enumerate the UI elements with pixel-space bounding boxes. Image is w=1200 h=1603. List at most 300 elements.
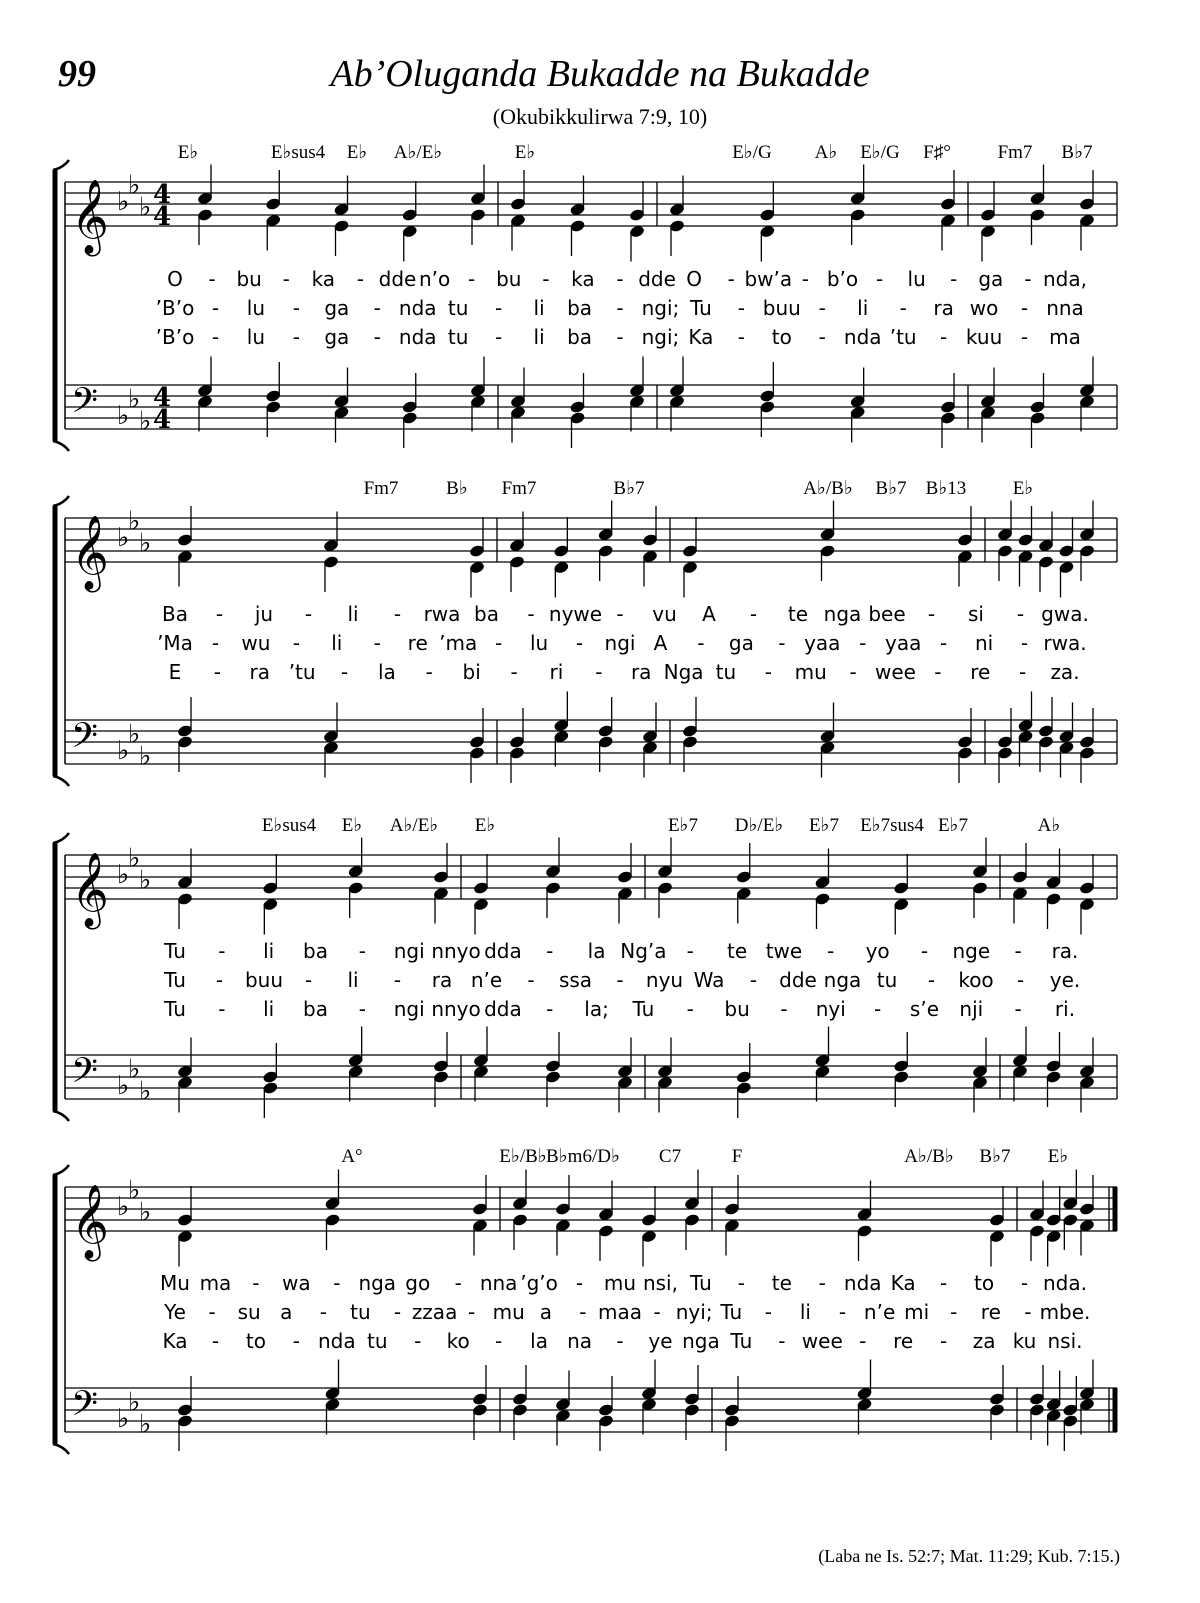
lyric-syllable: -	[749, 602, 758, 626]
lyric-syllable: -	[546, 939, 554, 963]
lyric-syllable: -	[495, 296, 503, 320]
lyric-syllable: -	[818, 325, 826, 349]
lyric-syllable: -	[749, 968, 758, 992]
flat-icon: ♭	[117, 1404, 130, 1434]
lyric-syllable: -	[211, 325, 220, 349]
lyric-syllable: Tu	[164, 968, 186, 992]
flat-icon: ♭	[139, 1076, 152, 1107]
lyric-syllable: tu	[447, 296, 469, 320]
lyric-syllable: ma	[199, 1271, 232, 1295]
lyric-syllable: -	[927, 602, 936, 626]
chord-symbol: E♭7	[937, 815, 969, 836]
lyric-syllable: ju	[254, 602, 274, 626]
lyric-syllable: tu	[876, 968, 898, 992]
lyric-syllable: ngi;	[641, 325, 680, 349]
flat-icon: ♭	[139, 741, 152, 772]
bracket-hook-top	[53, 833, 69, 843]
lyric-syllable: nyi	[815, 997, 846, 1021]
lyric-syllable: -	[1016, 602, 1025, 626]
chord-symbol: A°	[341, 1146, 363, 1167]
lyric-syllable: buu	[244, 968, 284, 992]
lyric-syllable: koo	[958, 968, 994, 992]
lyric-syllable: zzaa	[411, 1300, 458, 1324]
lyric-syllable: la	[530, 1329, 548, 1353]
bracket-hook-bottom	[53, 776, 69, 786]
lyric-syllable: s’e	[909, 997, 940, 1021]
lyric-syllable: -	[616, 1329, 624, 1353]
flat-icon: ♭	[128, 1175, 141, 1206]
lyric-syllable: ka	[571, 267, 595, 291]
lyric-syllable: ngi	[604, 631, 636, 655]
lyric-syllable: nda	[398, 296, 437, 320]
lyric-syllable: Tu	[689, 296, 712, 320]
lyric-syllable: -	[827, 939, 835, 963]
lyric-syllable: nge	[952, 939, 991, 963]
chord-symbol: A♭/B♭	[803, 478, 853, 499]
chord-symbol: B♭7	[613, 478, 645, 499]
lyric-syllable: lu	[246, 325, 266, 349]
lyric-syllable: -	[934, 660, 942, 684]
lyric-syllable: Tu	[632, 997, 655, 1021]
lyric-syllable: ga	[728, 631, 754, 655]
lyric-syllable: ma	[1049, 325, 1081, 349]
lyric-syllable: nyu	[645, 968, 684, 992]
flat-icon: ♭	[128, 719, 141, 750]
lyric-syllable: -	[875, 267, 884, 291]
lyric-syllable: -	[211, 631, 220, 655]
flat-icon: ♭	[128, 1387, 141, 1418]
flat-icon: ♭	[117, 1192, 130, 1222]
lyric-syllable: -	[292, 1329, 300, 1353]
lyric-syllable: Tu	[689, 1271, 712, 1295]
lyric-syllable: dde	[378, 267, 417, 291]
chord-symbol: E♭7sus4	[860, 815, 924, 836]
lyric-syllable: -	[542, 267, 550, 291]
lyric-syllable: re	[893, 1329, 914, 1353]
lyric-syllable: ri	[549, 660, 564, 684]
chord-symbol: E♭	[1047, 1146, 1069, 1167]
lyric-syllable: O	[167, 267, 183, 291]
lyric-syllable: -	[727, 267, 735, 291]
chord-symbol: E♭/G	[732, 142, 772, 163]
lyric-syllable: -	[1020, 631, 1029, 655]
lyric-syllable: -	[838, 1300, 847, 1324]
lyric-syllable: -	[778, 631, 786, 655]
lyric-syllable: -	[859, 1329, 867, 1353]
lyric-syllable: ba	[303, 939, 329, 963]
lyric-syllable: -	[495, 325, 503, 349]
lyric-syllable: mu	[794, 660, 827, 684]
lyric-syllable: buu	[762, 296, 801, 320]
lyric-syllable: -	[211, 296, 220, 320]
lyric-syllable: lu	[529, 631, 549, 655]
lyric-syllable: ’tu	[288, 660, 316, 684]
lyric-syllable: -	[282, 267, 290, 291]
lyric-syllable: te	[771, 1271, 792, 1295]
lyric-syllable: -	[950, 1300, 958, 1324]
lyric-syllable: -	[215, 968, 224, 992]
lyric-syllable: re	[980, 1300, 1001, 1324]
lyric-syllable: -	[527, 968, 535, 992]
lyric-syllable: nywe	[548, 602, 603, 626]
lyric-syllable: ngi	[393, 939, 425, 963]
lyric-syllable: a	[280, 1300, 293, 1324]
lyric-syllable: nsi,	[642, 1271, 678, 1295]
lyric-syllable: -	[940, 1271, 948, 1295]
lyric-syllable: -	[737, 296, 745, 320]
lyric-syllable: wo	[969, 296, 999, 320]
lyric-syllable: -	[653, 1300, 661, 1324]
chord-symbol: E♭	[514, 142, 536, 163]
bass-clef-icon: 𝄢	[71, 1383, 99, 1432]
lyric-syllable: nyi;	[675, 1300, 713, 1324]
lyric-syllable: nga	[682, 1329, 720, 1353]
lyric-syllable: -	[764, 660, 772, 684]
lyric-syllable: O	[686, 267, 703, 291]
flat-icon: ♭	[139, 865, 152, 896]
lyric-syllable: wee	[801, 1329, 843, 1353]
lyric-syllable: E	[168, 660, 182, 684]
lyric-syllable: -	[920, 939, 929, 963]
lyric-syllable: -	[1019, 660, 1027, 684]
lyric-syllable: bu	[724, 997, 750, 1021]
lyric-syllable: Nga	[663, 660, 704, 684]
lyric-syllable: tu	[715, 660, 737, 684]
lyric-syllable: ba	[303, 997, 329, 1021]
lyric-syllable: yaa	[885, 631, 922, 655]
lyric-syllable: ye.	[1049, 968, 1081, 992]
lyric-syllable: -	[414, 1329, 422, 1353]
lyric-syllable: nga	[823, 968, 862, 992]
lyric-syllable: ’ma	[439, 631, 478, 655]
lyric-syllable: -	[213, 660, 221, 684]
lyric-syllable: -	[510, 660, 518, 684]
lyric-syllable: b’o	[826, 267, 859, 291]
chord-symbol: F♯°	[923, 142, 951, 163]
lyric-syllable: la	[377, 660, 396, 684]
lyric-syllable: -	[358, 939, 366, 963]
chord-symbol: B♭7	[875, 478, 907, 499]
chord-symbol: E♭	[341, 815, 363, 836]
lyric-syllable: -	[927, 968, 936, 992]
lyric-syllable: ’B’o	[155, 296, 195, 320]
lyric-syllable: -	[373, 296, 381, 320]
lyric-syllable: Wa	[693, 968, 725, 992]
lyric-syllable: Tu	[164, 939, 186, 963]
lyric-syllable: -	[292, 325, 300, 349]
lyric-syllable: la	[587, 939, 606, 963]
flat-icon: ♭	[128, 170, 141, 201]
lyric-syllable: Tu	[720, 1300, 743, 1324]
lyric-syllable: -	[333, 1271, 341, 1295]
lyric-syllable: n’o	[418, 267, 451, 291]
lyric-syllable: kuu	[965, 325, 1003, 349]
lyric-syllable: ba	[474, 602, 499, 626]
lyric-syllable: ’tu	[889, 325, 917, 349]
lyric-syllable: to	[974, 1271, 995, 1295]
lyric-syllable: dde	[638, 267, 676, 291]
lyric-syllable: ko	[446, 1329, 470, 1353]
lyric-syllable: su	[237, 1300, 261, 1324]
lyric-syllable: ra	[630, 660, 652, 684]
chord-symbol: E♭/B♭	[499, 1146, 547, 1167]
lyric-syllable: tu	[367, 1329, 388, 1353]
lyric-syllable: -	[874, 997, 882, 1021]
treble-clef-icon: 𝄞	[71, 853, 109, 927]
lyric-syllable: li	[533, 296, 545, 320]
lyric-syllable: ngi;	[641, 296, 680, 320]
lyric-syllable: yaa	[804, 631, 841, 655]
lyric-syllable: -	[616, 325, 624, 349]
lyric-syllable: -	[1024, 267, 1032, 291]
lyric-syllable: ssa	[558, 968, 593, 992]
lyric-syllable: to	[771, 325, 792, 349]
chord-symbol: B♭13	[925, 478, 967, 499]
flat-icon: ♭	[128, 1054, 141, 1085]
lyric-syllable: mi	[904, 1300, 930, 1324]
lyric-syllable: to	[245, 1329, 266, 1353]
lyric-syllable: -	[1014, 997, 1022, 1021]
lyric-syllable: bi	[462, 660, 481, 684]
lyric-syllable: nda	[398, 325, 437, 349]
lyric-syllable: -	[211, 1329, 220, 1353]
lyric-syllable: -	[616, 602, 624, 626]
lyric-syllable: -	[319, 1300, 327, 1324]
lyric-syllable: -	[616, 296, 624, 320]
lyric-syllable: ga	[324, 325, 350, 349]
chord-symbol: B♭7	[1061, 142, 1093, 163]
lyric-syllable: go	[405, 1271, 431, 1295]
lyric-syllable: tu	[350, 1300, 371, 1324]
lyric-syllable: -	[373, 325, 381, 349]
chord-symbol: E♭	[346, 142, 368, 163]
lyric-syllable: -	[575, 1271, 584, 1295]
lyric-syllable: -	[468, 1300, 476, 1324]
bass-clef-icon: 𝄢	[71, 380, 99, 429]
lyric-syllable: nnyo	[431, 997, 481, 1021]
chord-symbol: E♭	[1012, 478, 1034, 499]
lyric-syllable: ri.	[1054, 997, 1076, 1021]
lyric-syllable: nna	[479, 1271, 518, 1295]
treble-clef-icon: 𝄞	[71, 180, 109, 254]
chord-symbol: E♭sus4	[270, 142, 326, 163]
lyric-syllable: -	[737, 325, 745, 349]
lyric-syllable: -	[818, 296, 826, 320]
lyric-syllable: li	[857, 296, 869, 320]
lyric-syllable: -	[304, 602, 313, 626]
lyric-syllable: nda	[317, 1329, 356, 1353]
lyric-syllable: nda,	[1043, 267, 1087, 291]
lyric-syllable: Ng’a	[620, 939, 667, 963]
bass-clef-icon: 𝄢	[71, 715, 99, 764]
lyric-syllable: n’e	[863, 1300, 896, 1324]
lyric-syllable: Ba	[162, 602, 188, 626]
lyric-syllable: ra	[933, 296, 954, 320]
lyric-syllable: -	[1016, 968, 1025, 992]
lyric-syllable: -	[218, 997, 226, 1021]
lyric-syllable: -	[495, 631, 503, 655]
flat-icon: ♭	[117, 401, 130, 431]
flat-icon: ♭	[128, 384, 141, 415]
lyric-syllable: A	[702, 602, 716, 626]
chord-symbol: E♭7	[808, 815, 840, 836]
lyric-syllable: ra.	[1051, 939, 1079, 963]
flat-icon: ♭	[117, 187, 130, 217]
lyric-syllable: lu	[246, 296, 266, 320]
flat-icon: ♭	[128, 843, 141, 874]
lyric-syllable: twe	[765, 939, 803, 963]
chord-symbol: Fm7	[501, 478, 537, 499]
lyric-syllable: -	[495, 1329, 503, 1353]
lyric-syllable: li	[331, 631, 343, 655]
time-signature-numerator: 4	[153, 180, 172, 210]
lyric-syllable: -	[579, 1300, 587, 1324]
lyric-syllable: li	[263, 997, 275, 1021]
lyric-syllable: a	[539, 1300, 552, 1324]
lyric-syllable: ba	[567, 296, 593, 320]
lyric-syllable: -	[616, 968, 624, 992]
lyric-syllable: -	[899, 296, 907, 320]
lyric-syllable: -	[527, 602, 535, 626]
chord-symbol: E♭	[177, 142, 199, 163]
chord-symbol: E♭7	[667, 815, 699, 836]
lyric-syllable: -	[940, 631, 948, 655]
time-signature-denominator: 4	[153, 405, 172, 435]
lyric-syllable: -	[616, 267, 624, 291]
lyric-syllable: ka	[311, 267, 336, 291]
bracket-hook-bottom	[53, 1444, 69, 1454]
lyric-syllable: -	[454, 1271, 462, 1295]
lyric-syllable: ba	[567, 325, 593, 349]
lyric-syllable: -	[393, 602, 402, 626]
treble-clef-icon: 𝄞	[71, 516, 109, 590]
flat-icon: ♭	[139, 192, 152, 223]
lyric-syllable: ni	[974, 631, 994, 655]
chord-symbol: B♭7	[979, 1146, 1011, 1167]
bracket-hook-bottom	[53, 1111, 69, 1121]
lyric-syllable: -	[208, 267, 216, 291]
lyric-syllable: ga	[978, 267, 1004, 291]
lyric-syllable: nda	[843, 1271, 882, 1295]
lyric-syllable: Ye	[164, 1300, 186, 1324]
lyric-syllable: -	[940, 1329, 948, 1353]
lyric-syllable: Ka	[890, 1271, 916, 1295]
lyric-syllable: dda	[484, 997, 522, 1021]
lyric-syllable: maa	[598, 1300, 642, 1324]
lyric-syllable: -	[697, 631, 705, 655]
chord-symbol: D♭/E♭	[734, 815, 784, 836]
lyric-syllable: li	[799, 1300, 811, 1324]
lyric-syllable: -	[1020, 1271, 1029, 1295]
lyric-syllable: -	[468, 267, 476, 291]
flat-icon: ♭	[117, 523, 130, 553]
chord-symbol: B♭	[446, 478, 468, 499]
flat-icon: ♭	[117, 1071, 130, 1101]
lyric-syllable: mu	[603, 1271, 637, 1295]
lyric-syllable: si	[968, 602, 984, 626]
lyric-syllable: -	[356, 267, 365, 291]
chord-symbol: A♭/E♭	[389, 815, 439, 836]
lyric-syllable: n’e	[470, 968, 503, 992]
lyric-syllable: li	[263, 939, 275, 963]
lyric-syllable: -	[575, 631, 584, 655]
chord-symbol: E♭	[474, 815, 496, 836]
chord-symbol: Fm7	[363, 478, 399, 499]
lyric-syllable: yo	[865, 939, 890, 963]
lyric-syllable: -	[778, 1329, 786, 1353]
treble-clef-icon: 𝄞	[71, 1185, 109, 1259]
lyric-syllable: ’g’o	[520, 1271, 558, 1295]
bracket-hook-bottom	[53, 441, 69, 451]
lyric-syllable: gwa.	[1041, 602, 1089, 626]
flat-icon: ♭	[139, 1197, 152, 1228]
flat-icon: ♭	[117, 736, 130, 766]
lyric-syllable: ’Ma	[157, 631, 193, 655]
chord-symbol: E♭sus4	[261, 815, 317, 836]
lyric-syllable: -	[208, 1300, 216, 1324]
lyric-syllable: bu	[236, 267, 262, 291]
lyric-syllable: dde	[779, 968, 817, 992]
lyric-syllable: ku	[1012, 1329, 1037, 1353]
lyric-syllable: bw’a	[744, 267, 793, 291]
lyric-syllable: te	[787, 602, 809, 626]
chord-symbol: A♭/B♭	[904, 1146, 954, 1167]
lyric-syllable: Tu	[730, 1329, 753, 1353]
lyric-syllable: -	[292, 631, 300, 655]
lyric-syllable: rwa.	[1043, 631, 1087, 655]
time-signature-numerator: 4	[153, 383, 172, 413]
lyric-syllable: nnyo	[431, 939, 481, 963]
lyric-syllable: -	[1020, 296, 1029, 320]
lyric-syllable: vu	[652, 602, 677, 626]
lyric-syllable: nga	[823, 602, 862, 626]
bass-clef-icon: 𝄢	[71, 1050, 99, 1099]
lyric-syllable: nna	[1046, 296, 1084, 320]
lyric-syllable: -	[1014, 939, 1022, 963]
lyric-syllable: wa	[282, 1271, 311, 1295]
lyric-syllable: ga	[324, 296, 350, 320]
flat-icon: ♭	[128, 506, 141, 537]
flat-icon: ♭	[139, 1409, 152, 1440]
lyric-syllable: -	[1020, 325, 1029, 349]
hymn-title: Ab’Oluganda Bukadde na Bukadde	[330, 53, 870, 95]
lyric-syllable: -	[801, 267, 810, 291]
flat-icon: ♭	[139, 528, 152, 559]
lyric-syllable: wu	[241, 631, 271, 655]
lyric-syllable: -	[252, 1271, 260, 1295]
lyric-syllable: tu	[447, 325, 469, 349]
lyric-syllable: ngi	[393, 997, 425, 1021]
lyric-syllable: lu	[907, 267, 926, 291]
chord-symbol: F	[731, 1146, 743, 1167]
lyric-syllable: dda	[484, 939, 522, 963]
lyric-syllable: Mu	[160, 1271, 190, 1295]
lyric-syllable: nji	[959, 997, 984, 1021]
lyric-syllable: za.	[1050, 660, 1080, 684]
lyric-syllable: mu	[492, 1300, 525, 1324]
bracket-hook-top	[53, 496, 69, 506]
lyric-syllable: -	[373, 631, 381, 655]
lyric-syllable: -	[358, 997, 366, 1021]
scripture-reference: (Okubikkulirwa 7:9, 10)	[492, 104, 708, 129]
lyric-syllable: -	[764, 1300, 772, 1324]
lyric-syllable: Tu	[164, 997, 186, 1021]
lyric-syllable: -	[780, 997, 788, 1021]
cross-reference-footer: (Laba ne Is. 52:7; Mat. 11:29; Kub. 7:15.)	[818, 1546, 1120, 1566]
lyric-syllable: -	[950, 267, 958, 291]
lyric-syllable: -	[859, 631, 867, 655]
lyric-syllable: la;	[584, 997, 609, 1021]
